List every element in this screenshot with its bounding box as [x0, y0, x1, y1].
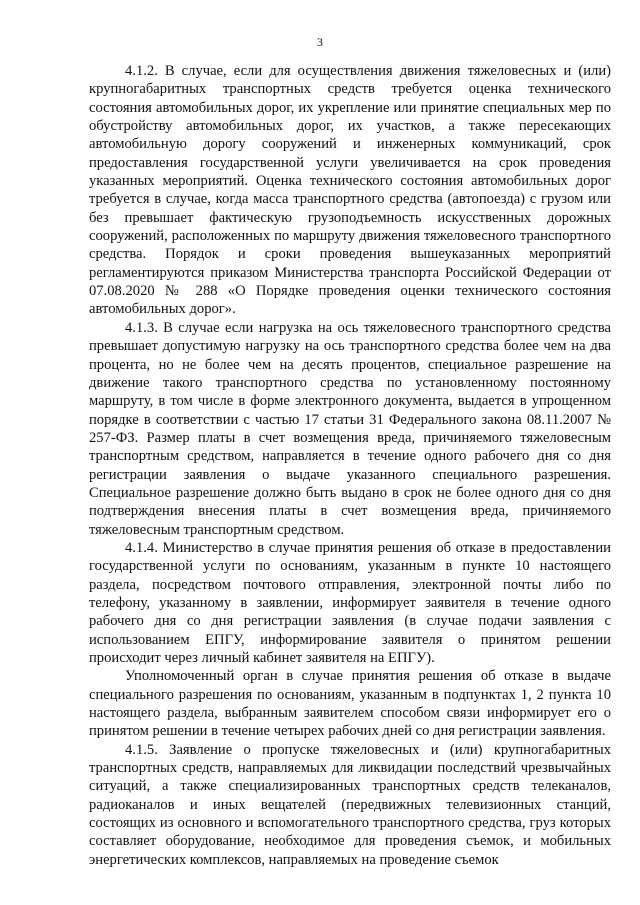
paragraph-authorized-body: Уполномоченный орган в случае принятия решения об отказе в выдаче специального разрешения по основаниям, указанным в подпунктах 1, 2 пункта 10 настоящего раздела, выбранным заявителем способом связи информирует его о принятом решении в течение четырех рабочих дней со дня регистрации заявления. [89, 668, 611, 740]
paragraph-4-1-4: 4.1.4. Министерство в случае принятия решения об отказе в предоставлении государственной услуги по основаниям, указанным в пункте 10 настоящего раздела, посредством почтового отправления, электронной почты либо по телефону, указанному в заявлении, информирует заявителя в течение одного рабочего дня со дня регистрации заявления (в случае подачи заявления с использованием ЕПГУ, информирование заявителя о принятом решении происходит через личный кабинет заявителя на ЕПГУ). [89, 539, 611, 666]
page-number: 3 [317, 37, 323, 49]
paragraph-4-1-3: 4.1.3. В случае если нагрузка на ось тяжеловесного транспортного средства превышает допустимую нагрузку на ось транспортного средства более чем на два процента, но не более чем на десять процентов, специальное разрешение на движение такого транспортного средства по установленному постоянному маршруту, в том числе в форме электронного документа, выдается в упрощенном порядке в соответствии с частью 17 статьи 31 Федерального закона 08.11.2007 № 257-ФЗ. Размер платы в счет возмещения вреда, причиняемого тяжеловесным транспортным средством, направляется в течение одного рабочего дня со дня регистрации заявления о выдаче указанного специального разрешения. Специальное разрешение должно быть выдано в срок не более одного дня со дня подтверждения внесения платы в счет возмещения вреда, причиняемого тяжеловесным транспортным средством. [89, 319, 611, 538]
document-body [89, 62, 611, 869]
paragraph-4-1-2: 4.1.2. В случае, если для осуществления движения тяжеловесных и (или) крупногабаритных транспортных средств требуется оценка технического состояния автомобильных дорог, их укрепление или принятие специальных мер по обустройству автомобильных дорог, их участков, а также пересекающих автомобильную дорогу сооружений и инженерных коммуникаций, срок предоставления государственной услуги увеличивается на срок проведения указанных мероприятий. Оценка технического состояния автомобильных дорог требуется в случае, когда масса транспортного средства (автопоезда) с грузом или без превышает фактическую грузоподъемность искусственных дорожных сооружений, расположенных по маршруту движения тяжеловесного транспортного средства. Порядок и сроки проведения вышеуказанных мероприятий регламентируются приказом Министерства транспорта Российской Федерации от 07.08.2020 № 288 «О Порядке проведения оценки технического состояния автомобильных дорог». [89, 63, 611, 318]
paragraph-4-1-5: 4.1.5. Заявление о пропуске тяжеловесных и (или) крупногабаритных транспортных средств, направляемых для ликвидации последствий чрезвычайных ситуаций, а также специализированных транспортных средств телеканалов, радиоканалов и иных вещателей (передвижных телевизионных станций, состоящих из основного и вспомогательного транспортного средства, груз которых составляет оборудование, необходимое для проведения съемок, и мобильных энергетических комплексов, направляемых на проведение съемок [89, 741, 611, 868]
